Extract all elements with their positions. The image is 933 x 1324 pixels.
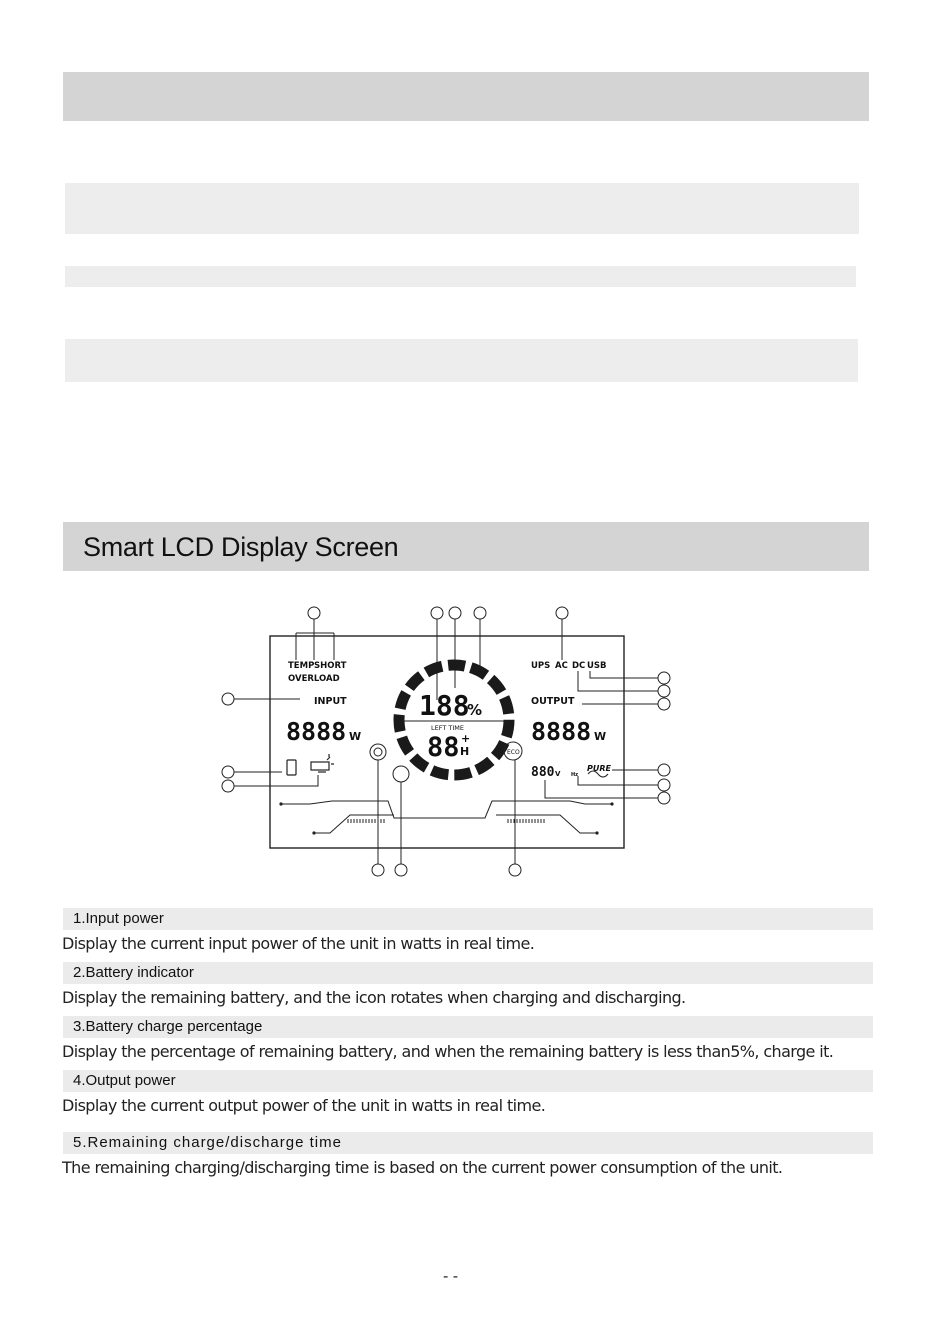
item-description: Display the current input power of the unit in watts in real time.: [62, 934, 535, 953]
percent-sign: %: [467, 701, 483, 719]
callout-circle: [556, 607, 568, 619]
section-title-band: [63, 522, 869, 571]
output-watt-unit: W: [594, 730, 607, 743]
leader-line: [296, 619, 334, 660]
input-flow-line-lower: [314, 815, 394, 833]
time-unit: H: [460, 745, 470, 758]
usb-label: USB: [587, 661, 607, 671]
item-description: Display the current output power of the unit in watts in real time.: [62, 1096, 546, 1115]
faded-band-1: [65, 183, 859, 234]
callout-circle: [222, 780, 234, 792]
page-number: - -: [443, 1268, 459, 1285]
callout-circle: [658, 698, 670, 710]
section-title: Smart LCD Display Screen: [83, 532, 399, 562]
item-heading: 5.Remaining charge/discharge time: [73, 1134, 342, 1151]
flow-dot: [312, 831, 315, 834]
callout-circle: [431, 607, 443, 619]
hz-label: Hz: [571, 772, 579, 778]
callout-circle: [222, 693, 234, 705]
fan-icon-inner: [374, 748, 382, 756]
faded-band-2: [65, 266, 856, 287]
callout-circle: [372, 864, 384, 876]
flow-dot: [595, 831, 598, 834]
top-header-band: [63, 72, 869, 121]
leader-line: [545, 780, 658, 798]
item-heading: 1.Input power: [73, 910, 164, 927]
eco-label: ECO: [507, 749, 520, 756]
faded-band-3: [65, 339, 858, 382]
item-heading-bar: [63, 1132, 873, 1154]
callout-circle: [658, 792, 670, 804]
callout-circle: [658, 672, 670, 684]
output-flow-line-lower: [496, 815, 597, 833]
callout-circle: [658, 764, 670, 776]
input-watt-unit: W: [349, 730, 362, 743]
item-heading: 2.Battery indicator: [73, 964, 194, 981]
item-description: The remaining charging/discharging time is based on the current power consumption of the unit.: [62, 1158, 783, 1177]
callout-circle: [474, 607, 486, 619]
output-label: OUTPUT: [531, 696, 575, 707]
item-heading-bar: [63, 1016, 873, 1038]
callout-circle: [308, 607, 320, 619]
flow-ticks-right: [508, 819, 544, 823]
volt-unit: V: [555, 770, 561, 778]
wifi-icon-circle: [393, 766, 409, 782]
dc-label: DC: [572, 661, 586, 671]
fan-icon-circle: [370, 744, 386, 760]
flow-dot: [610, 802, 613, 805]
ac-label: AC: [555, 661, 568, 671]
short-label: SHORT: [314, 661, 347, 671]
callout-circle: [509, 864, 521, 876]
left-time-label: LEFT TIME: [431, 724, 464, 732]
output-digits: 8888: [531, 717, 592, 746]
item-heading-bar: [63, 908, 873, 930]
ups-label: UPS: [531, 661, 551, 671]
overload-label: OVERLOAD: [288, 674, 340, 684]
pure-sine-label: PURE: [587, 764, 611, 773]
flow-ticks-left: [348, 819, 384, 823]
volt-digits: 880: [531, 765, 555, 780]
item-description: Display the percentage of remaining battery, and when the remaining battery is less than5%, charge it.: [62, 1042, 834, 1061]
battery-icon: [287, 760, 296, 775]
item-heading-bar: [63, 1070, 873, 1092]
item-heading-bar: [63, 962, 873, 984]
callout-circle: [449, 607, 461, 619]
input-digits: 8888: [286, 717, 347, 746]
item-description: Display the remaining battery, and the icon rotates when charging and discharging.: [62, 988, 686, 1007]
item-heading: 3.Battery charge percentage: [73, 1018, 263, 1035]
callout-circle: [658, 779, 670, 791]
time-plus: +: [461, 732, 471, 745]
input-label: INPUT: [314, 696, 347, 707]
callout-circle: [222, 766, 234, 778]
percent-digits: 188: [419, 689, 470, 722]
leader-line: [234, 775, 318, 786]
flow-dot: [279, 802, 282, 805]
lcd-diagram: [215, 600, 675, 885]
item-heading: 4.Output power: [73, 1072, 176, 1089]
leader-line: [578, 776, 658, 785]
temp-label: TEMP: [288, 661, 315, 671]
time-digits: 88: [427, 732, 460, 763]
callout-circle: [395, 864, 407, 876]
callout-circle: [658, 685, 670, 697]
solar-panel-icon: [311, 762, 329, 770]
